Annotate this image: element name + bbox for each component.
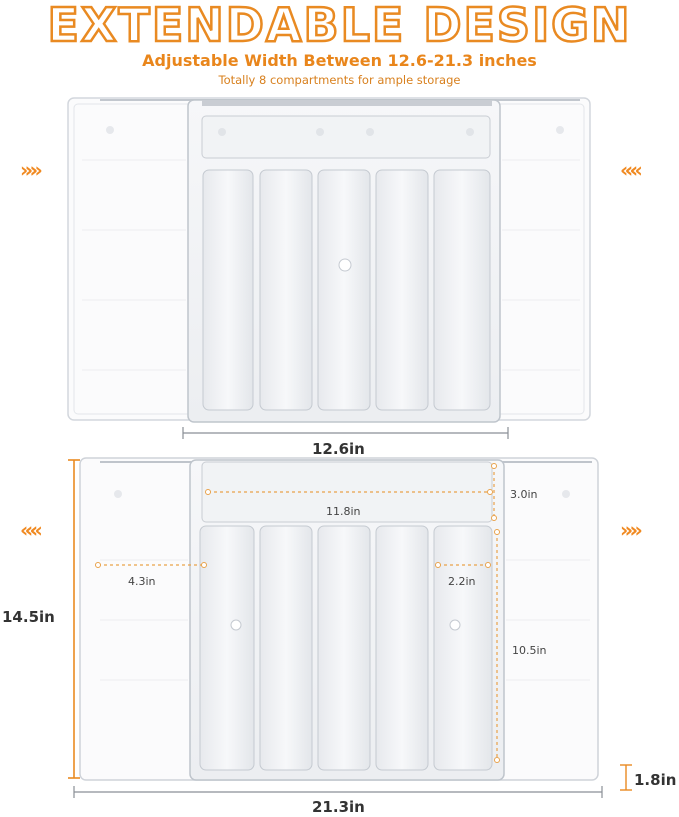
collapse-arrows-left-icon: «««	[20, 518, 35, 542]
page-caption: Totally 8 compartments for ample storage	[218, 73, 461, 87]
collapsed-organizer	[68, 98, 590, 439]
extended-height-label: 14.5in	[2, 608, 55, 626]
top-tray-depth-label: 3.0in	[510, 488, 538, 501]
left-slot-width-label: 4.3in	[128, 575, 156, 588]
top-tray-width-label: 11.8in	[326, 505, 361, 518]
expand-arrows-left-top-icon: »»»	[20, 158, 35, 182]
small-slot-width-label: 2.2in	[448, 575, 476, 588]
collapsed-width-label: 12.6in	[312, 440, 365, 458]
expand-arrows-right-top-icon: «««	[620, 158, 635, 182]
slot-length-label: 10.5in	[512, 644, 547, 657]
page-title: EXTENDABLE DESIGN	[47, 0, 632, 52]
extended-width-label: 21.3in	[312, 798, 365, 816]
depth-label: 1.8in	[634, 771, 677, 789]
page-subtitle: Adjustable Width Between 12.6-21.3 inches	[142, 51, 537, 70]
collapse-arrows-right-icon: »»»	[620, 518, 635, 542]
